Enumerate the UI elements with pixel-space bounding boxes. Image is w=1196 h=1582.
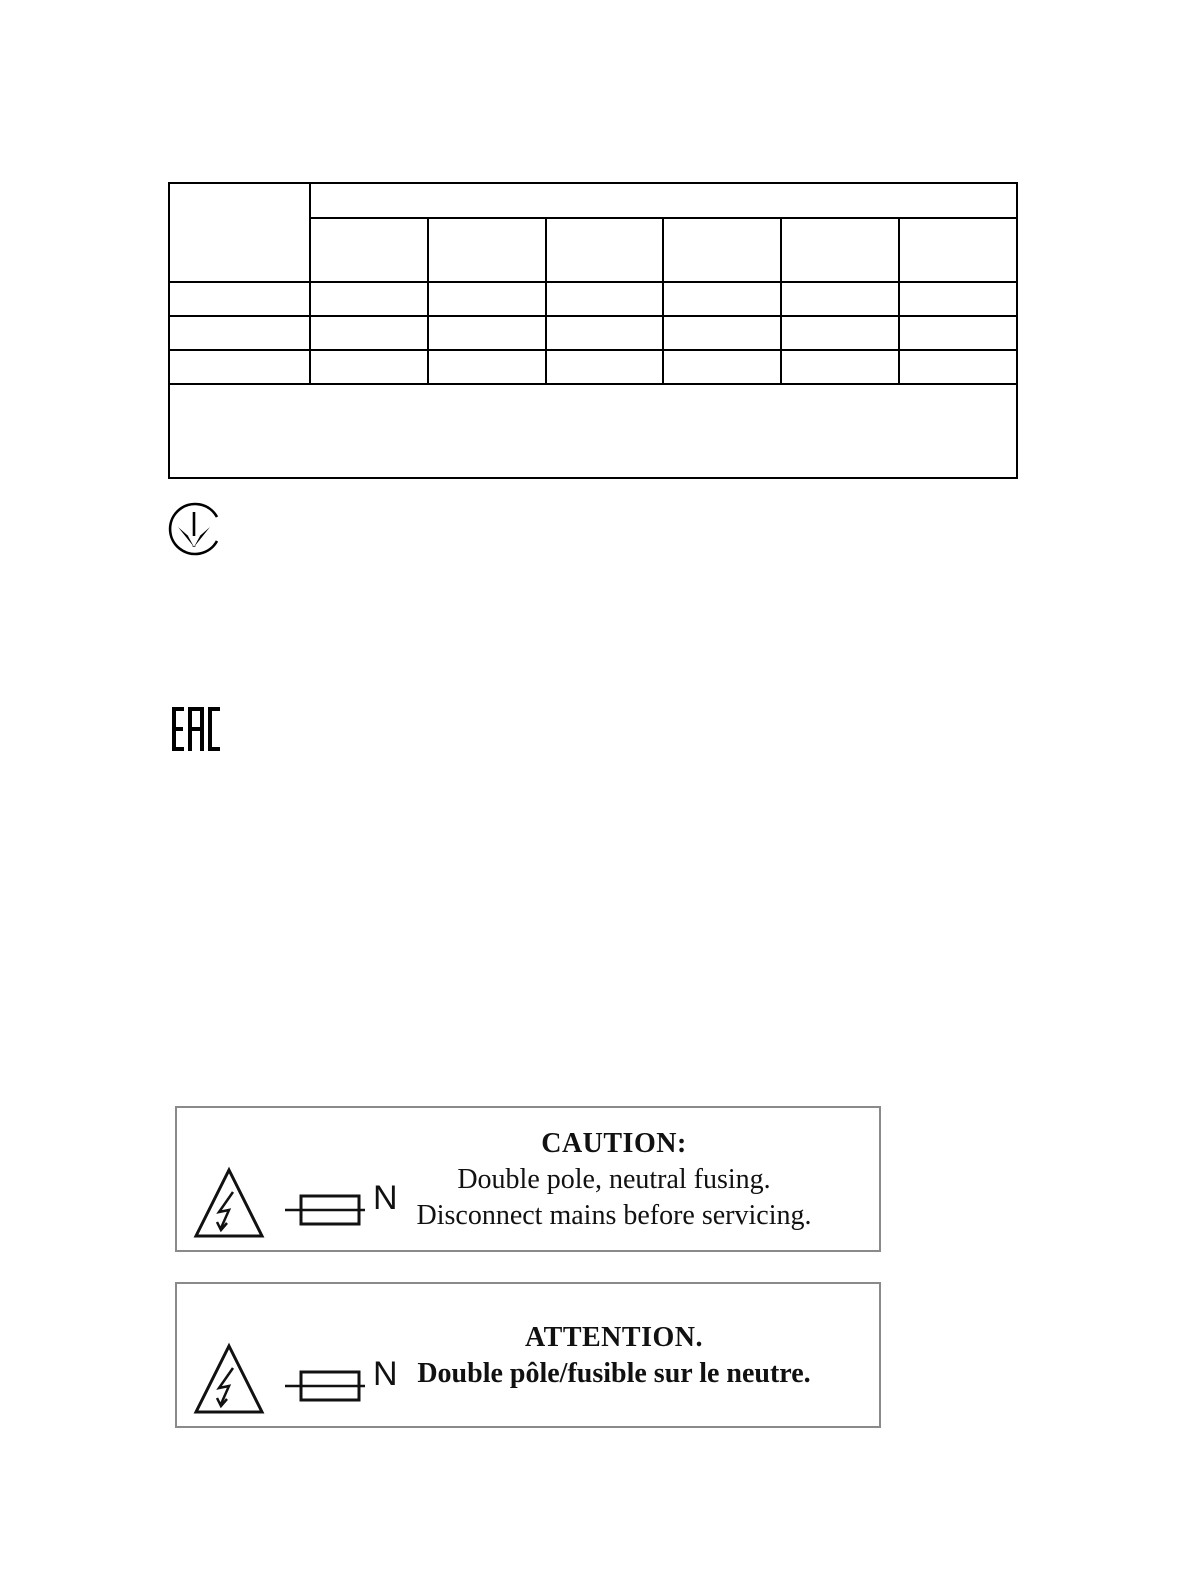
table-cell bbox=[310, 282, 428, 316]
attention-label bbox=[175, 1282, 881, 1428]
table-cell bbox=[428, 316, 546, 350]
table-cell bbox=[169, 350, 310, 384]
table-corner-cell bbox=[169, 183, 310, 282]
table-row bbox=[169, 282, 1017, 316]
attention-heading: ATTENTION. bbox=[525, 1322, 703, 1353]
table-cell bbox=[169, 316, 310, 350]
table-cell bbox=[310, 316, 428, 350]
ukraine-conformity-mark-icon bbox=[166, 500, 222, 558]
fuse-icon bbox=[285, 1367, 365, 1405]
table-cell bbox=[546, 316, 664, 350]
table-cell bbox=[899, 282, 1017, 316]
caution-line-1: Double pole, neutral fusing. bbox=[457, 1164, 771, 1195]
table-column-header bbox=[899, 218, 1017, 282]
table-cell bbox=[663, 282, 781, 316]
neutral-fuse-letter: N bbox=[373, 1355, 398, 1393]
attention-text bbox=[379, 1320, 849, 1392]
high-voltage-warning-icon bbox=[193, 1342, 265, 1416]
table-cell bbox=[546, 350, 664, 384]
caution-line-2: Disconnect mains before servicing. bbox=[416, 1200, 812, 1231]
table-cell bbox=[899, 316, 1017, 350]
table-column-header bbox=[310, 218, 428, 282]
fuse-icon bbox=[285, 1191, 365, 1229]
caution-text bbox=[379, 1126, 849, 1234]
eac-mark-icon bbox=[171, 706, 221, 752]
table-note-cell bbox=[169, 384, 1017, 478]
table-cell bbox=[899, 350, 1017, 384]
table-cell bbox=[169, 282, 310, 316]
hazardous-substances-table bbox=[168, 182, 1018, 479]
caution-label bbox=[175, 1106, 881, 1252]
attention-line-1: Double pôle/fusible sur le neutre. bbox=[417, 1358, 811, 1389]
table-column-header bbox=[546, 218, 664, 282]
neutral-fuse-letter: N bbox=[373, 1179, 398, 1217]
table-cell bbox=[428, 282, 546, 316]
table-cell bbox=[781, 282, 899, 316]
table-cell bbox=[663, 350, 781, 384]
table-cell bbox=[781, 316, 899, 350]
table-cell bbox=[428, 350, 546, 384]
caution-heading: CAUTION: bbox=[541, 1128, 687, 1159]
table-column-header bbox=[781, 218, 899, 282]
table-row bbox=[169, 350, 1017, 384]
table-group-header bbox=[310, 183, 1017, 218]
high-voltage-warning-icon bbox=[193, 1166, 265, 1240]
table-cell bbox=[781, 350, 899, 384]
table-cell bbox=[663, 316, 781, 350]
table-cell bbox=[546, 282, 664, 316]
table-column-header bbox=[663, 218, 781, 282]
table-row bbox=[169, 316, 1017, 350]
table-column-header bbox=[428, 218, 546, 282]
table-cell bbox=[310, 350, 428, 384]
